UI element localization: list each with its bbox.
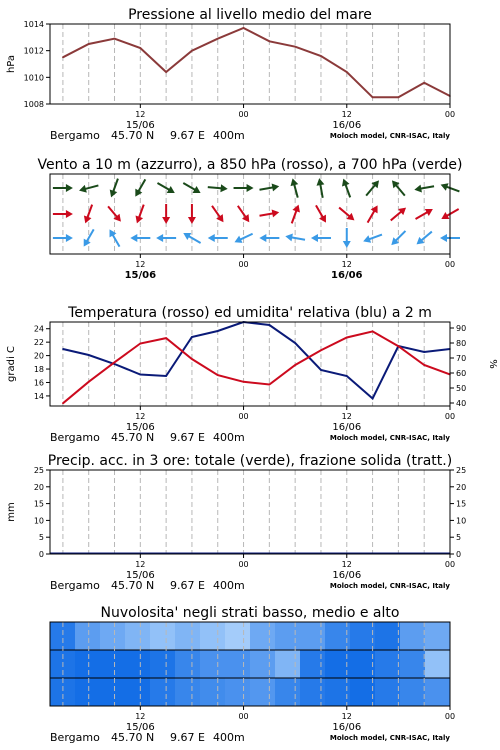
cloud-cell — [175, 678, 201, 706]
date-label: 16/06 — [331, 270, 363, 281]
station-lon: 9.67 E — [170, 431, 205, 444]
wind-arrow — [188, 204, 196, 224]
temperature-line-point — [243, 381, 245, 383]
temperature-line-point — [346, 337, 348, 339]
pressure-line-point — [88, 43, 90, 45]
x-tick-label: 12 — [341, 412, 352, 421]
humidity-line — [63, 322, 450, 399]
y-tick-label: 25 — [33, 466, 44, 475]
wind-arrow — [340, 177, 354, 199]
station-lon: 9.67 E — [170, 129, 205, 142]
date-label: 15/06 — [125, 120, 155, 131]
temperature-line-point — [88, 381, 90, 383]
humidity-line-point — [320, 369, 322, 371]
humidity-line-point — [294, 342, 296, 344]
temperature-panel — [6, 305, 498, 444]
date-label: 15/06 — [125, 722, 155, 733]
pressure-panel — [6, 7, 455, 142]
x-tick-label: 12 — [135, 560, 146, 569]
cloud-cell — [425, 650, 451, 678]
y-tick-label-right: 25 — [456, 466, 467, 475]
cloud-cell — [375, 678, 401, 706]
temperature-line-point — [114, 362, 116, 364]
x-tick-label: 00 — [238, 712, 249, 721]
cloud-cell — [125, 622, 151, 650]
temperature-line-point — [320, 349, 322, 351]
model-credit: Moloch model, CNR-ISAC, Italy — [329, 734, 450, 742]
station-lat: 45.70 N — [111, 579, 155, 592]
x-tick-label: 12 — [135, 412, 146, 421]
date-label: 16/06 — [332, 722, 362, 733]
wind-arrow — [132, 177, 149, 198]
cloud-cell — [175, 622, 201, 650]
x-tick-label: 00 — [238, 412, 249, 421]
date-label: 16/06 — [332, 120, 362, 131]
cloud-cell — [250, 678, 276, 706]
wind-arrow — [389, 178, 408, 198]
panel-title: Nuvolosita' negli strati basso, medio e alto — [100, 605, 400, 621]
pressure-line-point — [217, 38, 219, 40]
humidity-line-point — [346, 375, 348, 377]
cloud-cell — [250, 650, 276, 678]
y-tick-label: 10 — [33, 516, 44, 526]
cloud-cell — [275, 622, 301, 650]
cloud-cell — [225, 678, 251, 706]
pressure-line-point — [191, 50, 193, 52]
model-credit: Moloch model, CNR-ISAC, Italy — [329, 582, 450, 590]
station-name: Bergamo — [50, 579, 100, 592]
cloud-cell — [225, 622, 251, 650]
cloud-cell — [350, 650, 376, 678]
humidity-line-point — [269, 324, 271, 326]
station-name: Bergamo — [50, 129, 100, 142]
temperature-line-point — [62, 403, 64, 405]
y-tick-label-right: 20 — [456, 482, 467, 492]
cloud-cell — [75, 650, 101, 678]
cloud-cell — [100, 622, 126, 650]
station-elevation: 400m — [213, 731, 245, 744]
x-tick-label: 00 — [238, 260, 249, 269]
cloud-cell — [100, 650, 126, 678]
wind-arrow — [162, 204, 170, 224]
date-label: 16/06 — [332, 570, 362, 581]
panel-title: Precip. acc. in 3 ore: totale (verde), frazione solida (tratt.) — [47, 453, 453, 469]
y-axis-label: hPa — [6, 54, 17, 74]
pressure-line-point — [398, 97, 400, 99]
wind-arrow — [363, 178, 382, 198]
y-tick-label: 20 — [33, 351, 44, 361]
humidity-line-point — [140, 374, 142, 376]
x-tick-label: 00 — [444, 260, 456, 269]
x-tick-label: 00 — [238, 110, 249, 119]
panel-title: Temperatura (rosso) ed umidita' relativa (blu) a 2 m — [68, 305, 432, 321]
x-tick-label: 12 — [135, 260, 146, 269]
y-tick-label: 1008 — [23, 100, 44, 109]
plot-frame — [50, 24, 450, 104]
pressure-line-point — [294, 46, 296, 48]
cloud-cell — [200, 622, 226, 650]
wind-arrow — [343, 228, 351, 248]
y-tick-label: 1012 — [23, 46, 44, 56]
pressure-line-point — [269, 41, 271, 43]
cloud-cell — [150, 650, 176, 678]
pressure-line-point — [320, 55, 322, 57]
y-tick-label: 22 — [33, 338, 44, 348]
y-tick-label: 1010 — [23, 73, 44, 83]
cloud-cell — [225, 650, 251, 678]
x-tick-label: 00 — [444, 712, 456, 721]
pressure-line-point — [114, 38, 116, 40]
date-label: 16/06 — [332, 422, 362, 433]
date-label: 15/06 — [125, 422, 155, 433]
cloud-cell — [150, 678, 176, 706]
y-tick-label-right: 50 — [456, 384, 467, 393]
pressure-line — [63, 28, 450, 97]
y-tick-label-right: 0 — [456, 550, 462, 559]
pressure-line-point — [165, 71, 167, 73]
x-tick-label: 12 — [135, 110, 146, 119]
temperature-line-point — [191, 358, 193, 360]
humidity-line-point — [217, 330, 219, 332]
y-tick-label-right: 5 — [456, 533, 462, 543]
precip-panel — [6, 453, 466, 592]
cloud-cell — [350, 622, 376, 650]
cloud-cell — [200, 678, 226, 706]
station-elevation: 400m — [213, 579, 245, 592]
x-tick-label: 00 — [444, 110, 456, 119]
cloud-cell — [425, 678, 451, 706]
wind-arrow — [289, 177, 302, 198]
y-tick-label-right: 40 — [456, 399, 467, 408]
y-axis-label: gradi C — [6, 346, 17, 382]
cloud-cell — [350, 678, 376, 706]
cloud-cell — [100, 678, 126, 706]
pressure-line-point — [372, 97, 374, 99]
cloud-cell — [375, 622, 401, 650]
cloud-cell — [150, 622, 176, 650]
cloud-cell — [300, 622, 326, 650]
cloud-cell — [125, 678, 151, 706]
panel-title: Vento a 10 m (azzurro), a 850 hPa (rosso), a 700 hPa (verde) — [37, 157, 463, 173]
x-tick-label: 00 — [238, 560, 249, 569]
y-axis-label: mm — [6, 502, 17, 522]
model-credit: Moloch model, CNR-ISAC, Italy — [329, 434, 450, 442]
y-tick-label-right: 10 — [456, 516, 467, 526]
x-tick-label: 00 — [444, 560, 456, 569]
station-elevation: 400m — [213, 431, 245, 444]
x-tick-label: 12 — [341, 560, 352, 569]
temperature-line-point — [217, 374, 219, 376]
cloud-cell — [175, 650, 201, 678]
station-lat: 45.70 N — [111, 431, 155, 444]
humidity-line-point — [88, 354, 90, 356]
temperature-line-point — [140, 343, 142, 345]
cloud-cell — [75, 678, 101, 706]
station-lat: 45.70 N — [111, 129, 155, 142]
date-label: 15/06 — [124, 270, 157, 281]
humidity-line-point — [62, 348, 64, 350]
y-tick-label: 24 — [33, 324, 44, 334]
humidity-line-point — [165, 375, 167, 377]
panel-title: Pressione al livello medio del mare — [128, 7, 372, 23]
y-tick-label: 0 — [38, 550, 44, 559]
y-axis-label-right: % — [487, 359, 498, 369]
temperature-line-point — [423, 364, 425, 366]
cloud-cell — [75, 622, 101, 650]
y-tick-label: 15 — [33, 499, 44, 509]
y-tick-label: 16 — [33, 378, 44, 388]
date-label: 15/06 — [125, 570, 155, 581]
y-tick-label-right: 90 — [456, 324, 467, 333]
x-tick-label: 12 — [341, 712, 352, 721]
humidity-line-point — [191, 336, 193, 338]
x-tick-label: 12 — [135, 712, 146, 721]
humidity-line-point — [372, 398, 374, 400]
cloud-cell — [400, 650, 426, 678]
pressure-line-point — [62, 57, 64, 59]
cloud-cell — [400, 622, 426, 650]
cloud-cell — [200, 650, 226, 678]
y-tick-label-right: 80 — [456, 339, 467, 348]
y-tick-label-right: 70 — [456, 354, 467, 363]
cloud-cell — [300, 678, 326, 706]
temperature-line-point — [165, 337, 167, 339]
wind-panel — [37, 157, 462, 281]
pressure-line-point — [423, 82, 425, 84]
station-lat: 45.70 N — [111, 731, 155, 744]
cloud-cell — [275, 650, 301, 678]
cloud-cell — [300, 650, 326, 678]
pressure-line-point — [346, 71, 348, 73]
temperature-line-point — [372, 331, 374, 333]
model-credit: Moloch model, CNR-ISAC, Italy — [329, 132, 450, 140]
pressure-line-point — [140, 47, 142, 49]
cloud-cell — [275, 678, 301, 706]
x-tick-label: 00 — [444, 412, 456, 421]
y-tick-label: 5 — [38, 533, 44, 543]
station-lon: 9.67 E — [170, 731, 205, 744]
y-tick-label-right: 60 — [456, 369, 467, 378]
wind-arrow — [315, 177, 326, 198]
temperature-line-point — [398, 345, 400, 347]
station-name: Bergamo — [50, 431, 100, 444]
station-name: Bergamo — [50, 731, 100, 744]
cloud-cell — [425, 622, 451, 650]
y-tick-label: 1014 — [23, 20, 44, 29]
cloud-cell — [250, 622, 276, 650]
x-tick-label: 12 — [341, 260, 352, 269]
cloud-cell — [125, 650, 151, 678]
pressure-line-point — [243, 27, 245, 29]
y-tick-label: 18 — [33, 365, 44, 375]
wind-arrow — [107, 177, 121, 199]
y-tick-label-right: 15 — [456, 499, 467, 509]
station-elevation: 400m — [213, 129, 245, 142]
humidity-line-point — [423, 351, 425, 353]
cloud-panel — [50, 605, 455, 744]
temperature-line-point — [294, 364, 296, 366]
y-tick-label: 20 — [33, 482, 44, 492]
y-tick-label: 14 — [33, 391, 44, 401]
plot-frame — [50, 470, 450, 554]
cloud-cell — [375, 650, 401, 678]
x-tick-label: 12 — [341, 110, 352, 119]
station-lon: 9.67 E — [170, 579, 205, 592]
temperature-line-point — [269, 384, 271, 386]
cloud-cell — [400, 678, 426, 706]
